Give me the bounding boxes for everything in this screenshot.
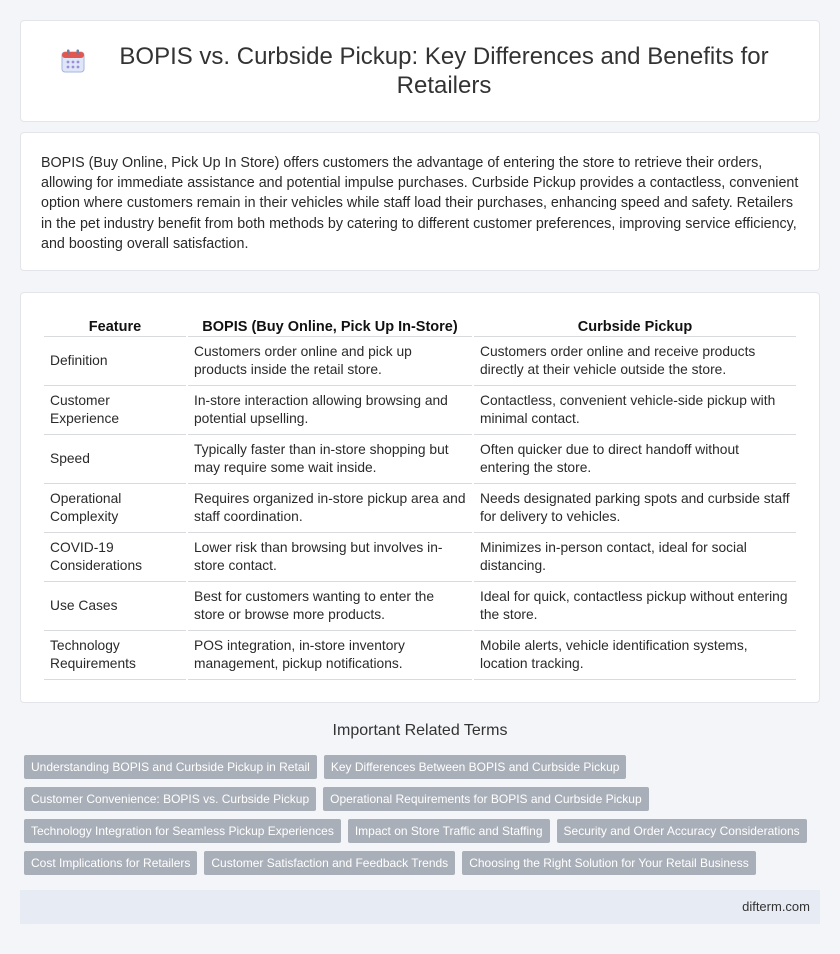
table-row (44, 435, 796, 484)
header-card (20, 20, 820, 122)
feature-cell: Speed (44, 435, 186, 484)
table-row (44, 582, 796, 631)
related-terms-heading: Important Related Terms (332, 722, 508, 739)
related-term-link[interactable]: Operational Requirements for BOPIS and Curbside Pickup (323, 787, 649, 811)
calendar-icon (60, 48, 86, 74)
related-term-link[interactable]: Customer Convenience: BOPIS vs. Curbside Pickup (24, 787, 316, 811)
curbside-cell: Often quicker due to direct handoff without entering the store. (474, 435, 796, 484)
bopis-cell: Lower risk than browsing but involves in-store contact. (188, 533, 472, 582)
bopis-cell: Best for customers wanting to enter the store or browse more products. (188, 582, 472, 631)
column-header-bopis: BOPIS (Buy Online, Pick Up In-Store) (188, 307, 472, 337)
bopis-cell: Customers order online and pick up products inside the retail store. (188, 337, 472, 386)
tag-row (24, 787, 824, 811)
related-term-link[interactable]: Key Differences Between BOPIS and Curbside Pickup (324, 755, 627, 779)
related-term-link[interactable]: Security and Order Accuracy Considerations (557, 819, 807, 843)
table-row (44, 484, 796, 533)
table-row (44, 337, 796, 386)
tag-row (24, 851, 824, 875)
feature-cell: Use Cases (44, 582, 186, 631)
curbside-cell: Customers order online and receive products directly at their vehicle outside the store. (474, 337, 796, 386)
related-term-link[interactable]: Customer Satisfaction and Feedback Trends (204, 851, 455, 875)
table-row (44, 533, 796, 582)
feature-cell: COVID-19 Considerations (44, 533, 186, 582)
page-title: BOPIS vs. Curbside Pickup: Key Differences and Benefits for Retailers (119, 43, 769, 99)
footer (20, 890, 820, 924)
bopis-cell: POS integration, in-store inventory management, pickup notifications. (188, 631, 472, 680)
bopis-cell: Typically faster than in-store shopping but may require some wait inside. (188, 435, 472, 484)
curbside-cell: Ideal for quick, contactless pickup without entering the store. (474, 582, 796, 631)
column-header-curbside: Curbside Pickup (474, 307, 796, 337)
related-term-link[interactable]: Technology Integration for Seamless Pickup Experiences (24, 819, 341, 843)
curbside-cell: Needs designated parking spots and curbside staff for delivery to vehicles. (474, 484, 796, 533)
related-term-link[interactable]: Understanding BOPIS and Curbside Pickup in Retail (24, 755, 317, 779)
comparison-table (42, 307, 798, 680)
related-term-link[interactable]: Choosing the Right Solution for Your Retail Business (462, 851, 756, 875)
feature-cell: Operational Complexity (44, 484, 186, 533)
bopis-cell: Requires organized in-store pickup area and staff coordination. (188, 484, 472, 533)
related-terms-list (24, 755, 824, 883)
curbside-cell: Contactless, convenient vehicle-side pickup with minimal contact. (474, 386, 796, 435)
comparison-table-card (20, 292, 820, 703)
related-term-link[interactable]: Impact on Store Traffic and Staffing (348, 819, 550, 843)
table-row (44, 386, 796, 435)
table-row (44, 631, 796, 680)
feature-cell: Customer Experience (44, 386, 186, 435)
curbside-cell: Mobile alerts, vehicle identification systems, location tracking. (474, 631, 796, 680)
feature-cell: Definition (44, 337, 186, 386)
summary-card (20, 132, 820, 271)
related-term-link[interactable]: Cost Implications for Retailers (24, 851, 197, 875)
summary-text: BOPIS (Buy Online, Pick Up In Store) offers customers the advantage of entering the store to retrieve their orders, allowing for immediate assistance and potential impulse purchases. Curbside Pickup provides a contactless, convenient option where customers remain in their vehicles while staff load their purchases, enhancing speed and safety. Retailers in the pet industry benefit from both methods by catering to different customer preferences, improving service efficiency, and boosting overall satisfaction. (41, 155, 799, 252)
footer-site-name: difterm.com (742, 899, 810, 914)
feature-cell: Technology Requirements (44, 631, 186, 680)
bopis-cell: In-store interaction allowing browsing and potential upselling. (188, 386, 472, 435)
column-header-feature: Feature (44, 307, 186, 337)
tag-row (24, 819, 824, 843)
table-header-row (44, 307, 796, 337)
curbside-cell: Minimizes in-person contact, ideal for social distancing. (474, 533, 796, 582)
tag-row (24, 755, 824, 779)
